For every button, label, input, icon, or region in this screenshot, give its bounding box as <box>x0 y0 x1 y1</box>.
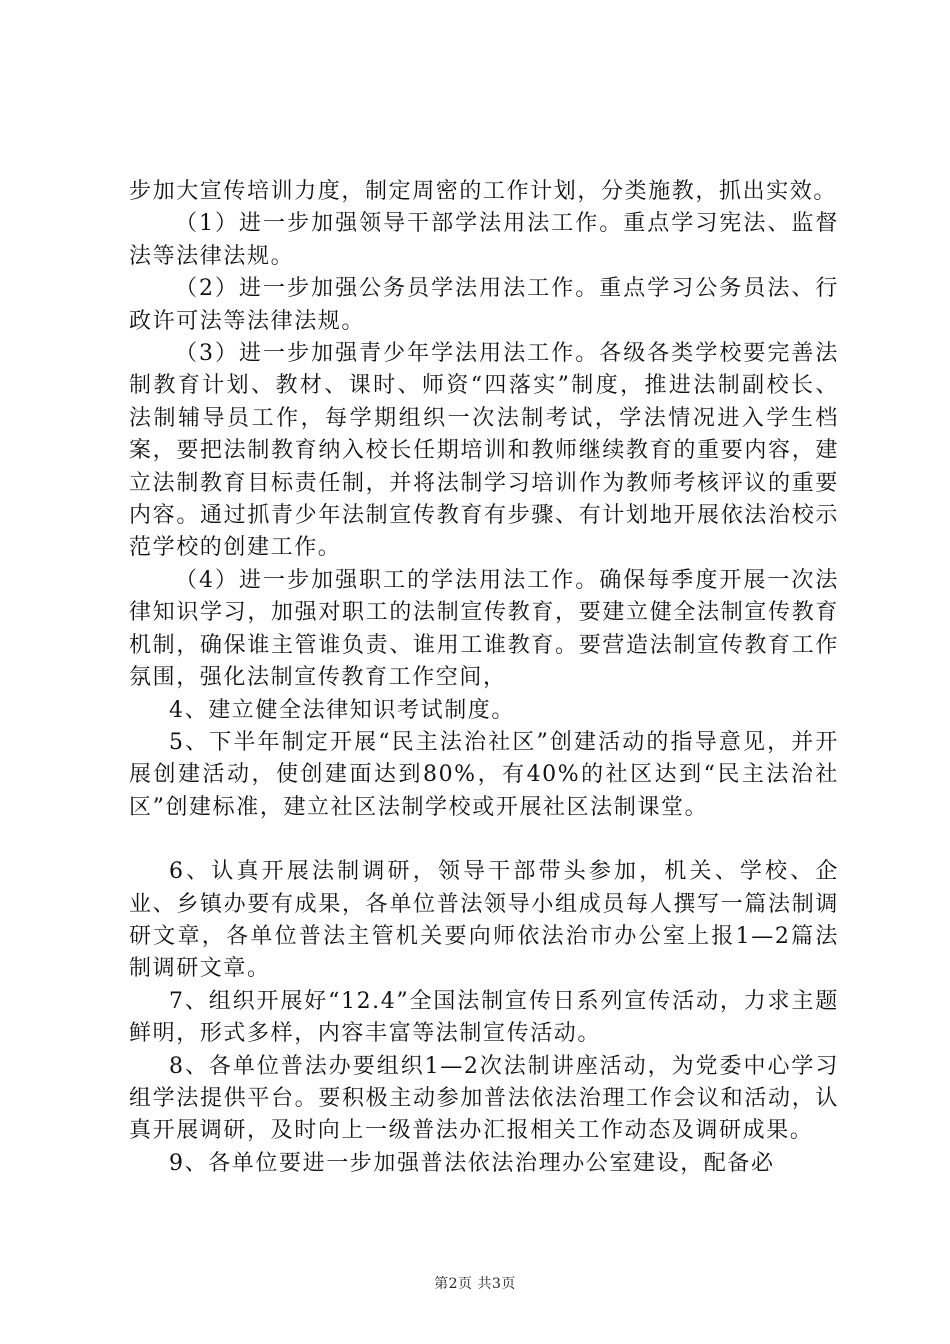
paragraph-9: 7、组织开展好“12.4”全国法制宣传日系列宣传活动，力求主题鲜明，形式多样，内容丰富等法制宣传活动。 <box>129 988 839 1047</box>
page-number-label: 第2页 共3页 <box>434 1276 516 1292</box>
paragraph-8: 6、认真开展法制调研，领导干部带头参加，机关、学校、企业、乡镇办要有成果，各单位普法领导小组成员每人撰写一篇法制调研文章，各单位普法主管机关要向师依法治市办公室上报1—2篇法制调研文章。 <box>129 859 839 982</box>
paragraph-2: （1）进一步加强领导干部学法用法工作。重点学习宪法、监督法等法律法规。 <box>129 211 839 269</box>
paragraph-11: 9、各单位要进一步加强普法依法治理办公室建设，配备必 <box>169 1150 775 1176</box>
paragraph-3: （2）进一步加强公务员学法用法工作。重点学习公务员法、行政许可法等法律法规。 <box>129 276 839 334</box>
paragraph-1: 步加大宣传培训力度，制定周密的工作计划，分类施教，抓出实效。 <box>129 179 838 204</box>
document-body <box>129 176 839 1180</box>
paragraph-5: （4）进一步加强职工的学法用法工作。确保每季度开展一次法律知识学习，加强对职工的法制宣传教育，要建立健全法制宣传教育机制，确保谁主管谁负责、谁用工谁教育。要营造法制宣传教育工作氛围，强化法制宣传教育工作空间， <box>129 567 839 691</box>
paragraph-7: 5、下半年制定开展“民主法治社区”创建活动的指导意见，并开展创建活动，使创建面达到80%，有40%的社区达到“民主法治社区”创建标准，建立社区法制学校或开展社区法制课堂。 <box>129 729 839 820</box>
paragraph-4: （3）进一步加强青少年学法用法工作。各级各类学校要完善法制教育计划、教材、课时、师资“四落实”制度，推进法制副校长、法制辅导员工作，每学期组织一次法制考试，学法情况进入学生档案，要把法制教育纳入校长任期培训和教师继续教育的重要内容，建立法制教育目标责任制，并将法制学习培训作为教师考核评议的重要内容。通过抓青少年法制宣传教育有步骤、有计划地开展依法治校示范学校的创建工作。 <box>129 341 839 561</box>
paragraph-spacer <box>129 824 839 856</box>
page-footer <box>0 1273 950 1293</box>
paragraph-10: 8、各单位普法办要组织1—2次法制讲座活动，为党委中心学习组学法提供平台。要积极主动参加普法依法治理工作会议和活动，认真开展调研，及时向上一级普法办汇报相关工作动态及调研成果。 <box>129 1053 839 1144</box>
paragraph-6: 4、建立健全法律知识考试制度。 <box>169 697 515 723</box>
